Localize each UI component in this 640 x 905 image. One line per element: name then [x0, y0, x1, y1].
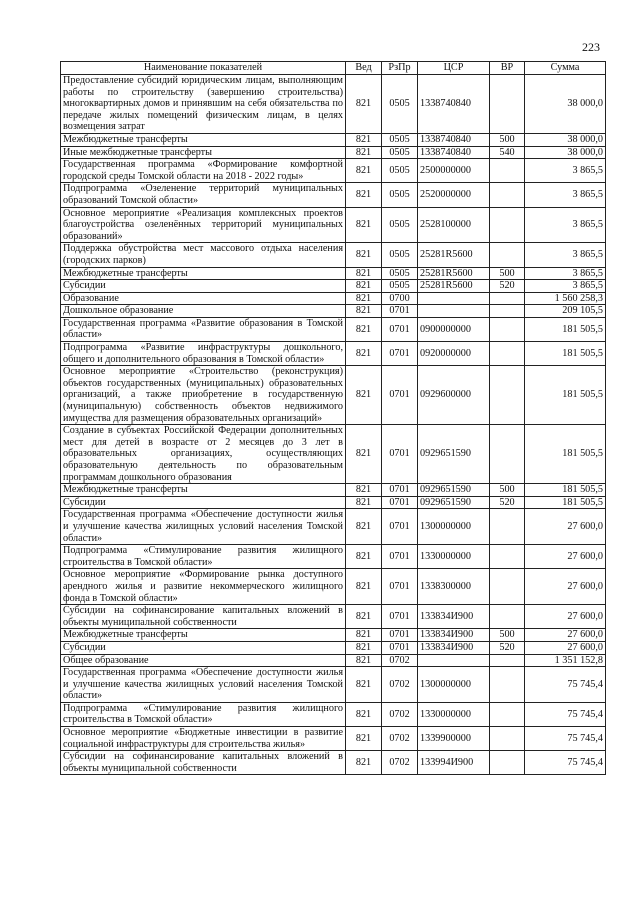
cell-vr	[490, 342, 525, 366]
cell-rzpr: 0701	[382, 641, 418, 654]
cell-name: Межбюджетные трансферты	[61, 133, 346, 146]
cell-vr	[490, 317, 525, 341]
table-row	[61, 641, 606, 654]
cell-vr	[490, 569, 525, 605]
cell-ved: 821	[346, 133, 382, 146]
cell-csr: 25281R5600	[418, 243, 490, 267]
cell-sum: 27 600,0	[525, 569, 606, 605]
cell-sum: 3 865,5	[525, 280, 606, 293]
cell-csr: 0929651590	[418, 496, 490, 509]
table-row	[61, 545, 606, 569]
cell-vr	[490, 207, 525, 243]
cell-name: Основное мероприятие «Строительство (реконструкция) объектов государственных (муниципальных) образовательных организаций, а также приобретение в государственную (муниципальную) собственность объектов недвижимого имущества для размещения образовательных организаций»	[61, 366, 346, 425]
cell-ved: 821	[346, 183, 382, 207]
cell-sum: 27 600,0	[525, 509, 606, 545]
cell-rzpr: 0505	[382, 133, 418, 146]
cell-ved: 821	[346, 342, 382, 366]
cell-sum: 75 745,4	[525, 702, 606, 726]
cell-ved: 821	[346, 75, 382, 134]
cell-csr: 1338740840	[418, 133, 490, 146]
cell-csr: 1330000000	[418, 702, 490, 726]
cell-rzpr: 0702	[382, 702, 418, 726]
table-row	[61, 183, 606, 207]
cell-rzpr: 0702	[382, 667, 418, 703]
cell-rzpr: 0505	[382, 243, 418, 267]
cell-ved: 821	[346, 484, 382, 497]
cell-csr: 133994И900	[418, 751, 490, 775]
cell-vr	[490, 159, 525, 183]
cell-rzpr: 0505	[382, 267, 418, 280]
cell-vr	[490, 654, 525, 667]
cell-sum: 181 505,5	[525, 425, 606, 484]
table-row	[61, 75, 606, 134]
cell-csr: 2520000000	[418, 183, 490, 207]
cell-csr: 1338740840	[418, 75, 490, 134]
cell-rzpr: 0505	[382, 146, 418, 159]
cell-rzpr: 0505	[382, 159, 418, 183]
cell-name: Межбюджетные трансферты	[61, 629, 346, 642]
cell-vr: 500	[490, 267, 525, 280]
cell-sum: 38 000,0	[525, 75, 606, 134]
cell-sum: 209 105,5	[525, 305, 606, 318]
cell-ved: 821	[346, 243, 382, 267]
cell-name: Государственная программа «Обеспечение доступности жилья и улучшение качества жилищных условий населения Томской области»	[61, 667, 346, 703]
cell-vr	[490, 605, 525, 629]
budget-table	[60, 61, 606, 775]
header-name: Наименование показателей	[61, 62, 346, 75]
cell-ved: 821	[346, 159, 382, 183]
cell-ved: 821	[346, 727, 382, 751]
cell-sum: 1 351 152,8	[525, 654, 606, 667]
cell-csr: 2528100000	[418, 207, 490, 243]
cell-sum: 3 865,5	[525, 267, 606, 280]
cell-vr	[490, 545, 525, 569]
cell-csr: 25281R5600	[418, 280, 490, 293]
cell-ved: 821	[346, 292, 382, 305]
cell-vr	[490, 702, 525, 726]
cell-sum: 3 865,5	[525, 159, 606, 183]
cell-ved: 821	[346, 146, 382, 159]
table-row	[61, 342, 606, 366]
table-row	[61, 207, 606, 243]
cell-ved: 821	[346, 280, 382, 293]
table-row	[61, 569, 606, 605]
table-header-row	[61, 62, 606, 75]
cell-name: Межбюджетные трансферты	[61, 484, 346, 497]
cell-sum: 3 865,5	[525, 243, 606, 267]
cell-vr	[490, 667, 525, 703]
table-row	[61, 667, 606, 703]
cell-rzpr: 0701	[382, 366, 418, 425]
cell-ved: 821	[346, 267, 382, 280]
cell-rzpr: 0702	[382, 654, 418, 667]
cell-rzpr: 0701	[382, 317, 418, 341]
table-body	[61, 75, 606, 775]
cell-vr	[490, 183, 525, 207]
cell-sum: 181 505,5	[525, 496, 606, 509]
cell-name: Межбюджетные трансферты	[61, 267, 346, 280]
cell-name: Субсидии	[61, 280, 346, 293]
cell-ved: 821	[346, 496, 382, 509]
cell-rzpr: 0701	[382, 305, 418, 318]
cell-sum: 181 505,5	[525, 317, 606, 341]
cell-sum: 1 560 258,3	[525, 292, 606, 305]
cell-name: Субсидии на софинансирование капитальных вложений в объекты муниципальной собственности	[61, 605, 346, 629]
cell-rzpr: 0505	[382, 280, 418, 293]
table-row	[61, 305, 606, 318]
cell-name: Основное мероприятие «Бюджетные инвестиции в развитие социальной инфраструктуры для строительства жилья»	[61, 727, 346, 751]
table-row	[61, 751, 606, 775]
header-csr: ЦСР	[418, 62, 490, 75]
cell-name: Субсидии	[61, 641, 346, 654]
table-row	[61, 267, 606, 280]
cell-rzpr: 0701	[382, 569, 418, 605]
cell-csr: 1338740840	[418, 146, 490, 159]
cell-sum: 38 000,0	[525, 133, 606, 146]
cell-ved: 821	[346, 629, 382, 642]
cell-rzpr: 0701	[382, 342, 418, 366]
cell-sum: 3 865,5	[525, 183, 606, 207]
cell-rzpr: 0505	[382, 75, 418, 134]
cell-name: Создание в субъектах Российской Федерации дополнительных мест для детей в возрасте от 2 месяцев до 3 лет в образовательных организациях, осуществляющих образовательную деятельность по образовательным программам дошкольного образования	[61, 425, 346, 484]
table-row	[61, 629, 606, 642]
cell-vr: 500	[490, 484, 525, 497]
cell-vr	[490, 305, 525, 318]
cell-csr: 133834И900	[418, 605, 490, 629]
cell-ved: 821	[346, 317, 382, 341]
cell-name: Субсидии на софинансирование капитальных вложений в объекты муниципальной собственности	[61, 751, 346, 775]
cell-csr: 133834И900	[418, 641, 490, 654]
cell-csr: 0929651590	[418, 484, 490, 497]
cell-sum: 27 600,0	[525, 605, 606, 629]
cell-csr: 133834И900	[418, 629, 490, 642]
cell-vr	[490, 243, 525, 267]
table-row	[61, 425, 606, 484]
cell-name: Подпрограмма «Стимулирование развития жилищного строительства в Томской области»	[61, 545, 346, 569]
cell-csr: 0929651590	[418, 425, 490, 484]
cell-ved: 821	[346, 751, 382, 775]
cell-vr: 500	[490, 629, 525, 642]
cell-name: Основное мероприятие «Реализация комплексных проектов благоустройства озеленённых территорий муниципальных образований»	[61, 207, 346, 243]
cell-rzpr: 0702	[382, 751, 418, 775]
cell-ved: 821	[346, 545, 382, 569]
cell-vr: 500	[490, 133, 525, 146]
cell-sum: 3 865,5	[525, 207, 606, 243]
cell-name: Подпрограмма «Стимулирование развития жилищного строительства в Томской области»	[61, 702, 346, 726]
cell-ved: 821	[346, 641, 382, 654]
cell-vr	[490, 509, 525, 545]
table-row	[61, 727, 606, 751]
cell-csr: 0920000000	[418, 342, 490, 366]
cell-rzpr: 0505	[382, 183, 418, 207]
cell-name: Образование	[61, 292, 346, 305]
cell-ved: 821	[346, 667, 382, 703]
header-ved: Вед	[346, 62, 382, 75]
cell-ved: 821	[346, 654, 382, 667]
cell-sum: 75 745,4	[525, 667, 606, 703]
cell-sum: 181 505,5	[525, 484, 606, 497]
cell-csr: 1339900000	[418, 727, 490, 751]
cell-name: Государственная программа «Формирование комфортной городской среды Томской области на 2018 - 2022 годы»	[61, 159, 346, 183]
cell-rzpr: 0701	[382, 545, 418, 569]
cell-sum: 27 600,0	[525, 629, 606, 642]
cell-ved: 821	[346, 425, 382, 484]
cell-sum: 27 600,0	[525, 641, 606, 654]
cell-name: Общее образование	[61, 654, 346, 667]
cell-name: Иные межбюджетные трансферты	[61, 146, 346, 159]
cell-vr: 520	[490, 496, 525, 509]
cell-name: Субсидии	[61, 496, 346, 509]
table-row	[61, 366, 606, 425]
table-row	[61, 243, 606, 267]
cell-ved: 821	[346, 509, 382, 545]
cell-csr	[418, 292, 490, 305]
cell-vr	[490, 751, 525, 775]
page-number: 223	[582, 40, 600, 54]
cell-csr	[418, 305, 490, 318]
cell-ved: 821	[346, 366, 382, 425]
cell-csr: 1330000000	[418, 545, 490, 569]
cell-sum: 75 745,4	[525, 727, 606, 751]
cell-rzpr: 0702	[382, 727, 418, 751]
table-row	[61, 496, 606, 509]
cell-vr	[490, 292, 525, 305]
table-row	[61, 280, 606, 293]
cell-rzpr: 0701	[382, 629, 418, 642]
cell-vr	[490, 366, 525, 425]
table-row	[61, 509, 606, 545]
table-row	[61, 133, 606, 146]
cell-rzpr: 0701	[382, 509, 418, 545]
cell-csr	[418, 654, 490, 667]
cell-ved: 821	[346, 569, 382, 605]
cell-csr: 1300000000	[418, 509, 490, 545]
cell-sum: 181 505,5	[525, 342, 606, 366]
cell-name: Государственная программа «Обеспечение доступности жилья и улучшение качества жилищных условий населения Томской области»	[61, 509, 346, 545]
cell-vr: 520	[490, 641, 525, 654]
cell-ved: 821	[346, 605, 382, 629]
table-row	[61, 292, 606, 305]
cell-vr	[490, 75, 525, 134]
cell-sum: 38 000,0	[525, 146, 606, 159]
cell-rzpr: 0701	[382, 484, 418, 497]
cell-csr: 1338300000	[418, 569, 490, 605]
cell-name: Основное мероприятие «Формирование рынка доступного арендного жилья и развитие некоммерческого жилищного фонда в Томской области»	[61, 569, 346, 605]
header-rzpr: РзПр	[382, 62, 418, 75]
table-row	[61, 654, 606, 667]
cell-name: Дошкольное образование	[61, 305, 346, 318]
cell-vr	[490, 727, 525, 751]
cell-vr: 520	[490, 280, 525, 293]
cell-name: Предоставление субсидий юридическим лицам, выполняющим работы по строительству (завершению строительства) многоквартирных домов и принявшим на себя обязательства по передаче жилых помещений физическим лицам, в целях возмещения затрат	[61, 75, 346, 134]
cell-ved: 821	[346, 305, 382, 318]
table-row	[61, 159, 606, 183]
cell-csr: 0929600000	[418, 366, 490, 425]
table-row	[61, 146, 606, 159]
cell-csr: 2500000000	[418, 159, 490, 183]
cell-name: Подпрограмма «Развитие инфраструктуры дошкольного, общего и дополнительного образования в Томской области»	[61, 342, 346, 366]
table-row	[61, 605, 606, 629]
cell-rzpr: 0701	[382, 605, 418, 629]
cell-name: Подпрограмма «Озеленение территорий муниципальных образований Томской области»	[61, 183, 346, 207]
cell-rzpr: 0505	[382, 207, 418, 243]
cell-sum: 181 505,5	[525, 366, 606, 425]
cell-sum: 27 600,0	[525, 545, 606, 569]
cell-rzpr: 0700	[382, 292, 418, 305]
table-row	[61, 484, 606, 497]
cell-sum: 75 745,4	[525, 751, 606, 775]
cell-vr: 540	[490, 146, 525, 159]
cell-csr: 0900000000	[418, 317, 490, 341]
cell-name: Государственная программа «Развитие образования в Томской области»	[61, 317, 346, 341]
cell-ved: 821	[346, 207, 382, 243]
cell-ved: 821	[346, 702, 382, 726]
table-row	[61, 317, 606, 341]
cell-csr: 1300000000	[418, 667, 490, 703]
cell-vr	[490, 425, 525, 484]
header-vr: ВР	[490, 62, 525, 75]
header-sum: Сумма	[525, 62, 606, 75]
cell-rzpr: 0701	[382, 425, 418, 484]
table-row	[61, 702, 606, 726]
cell-rzpr: 0701	[382, 496, 418, 509]
cell-csr: 25281R5600	[418, 267, 490, 280]
cell-name: Поддержка обустройства мест массового отдыха населения (городских парков)	[61, 243, 346, 267]
